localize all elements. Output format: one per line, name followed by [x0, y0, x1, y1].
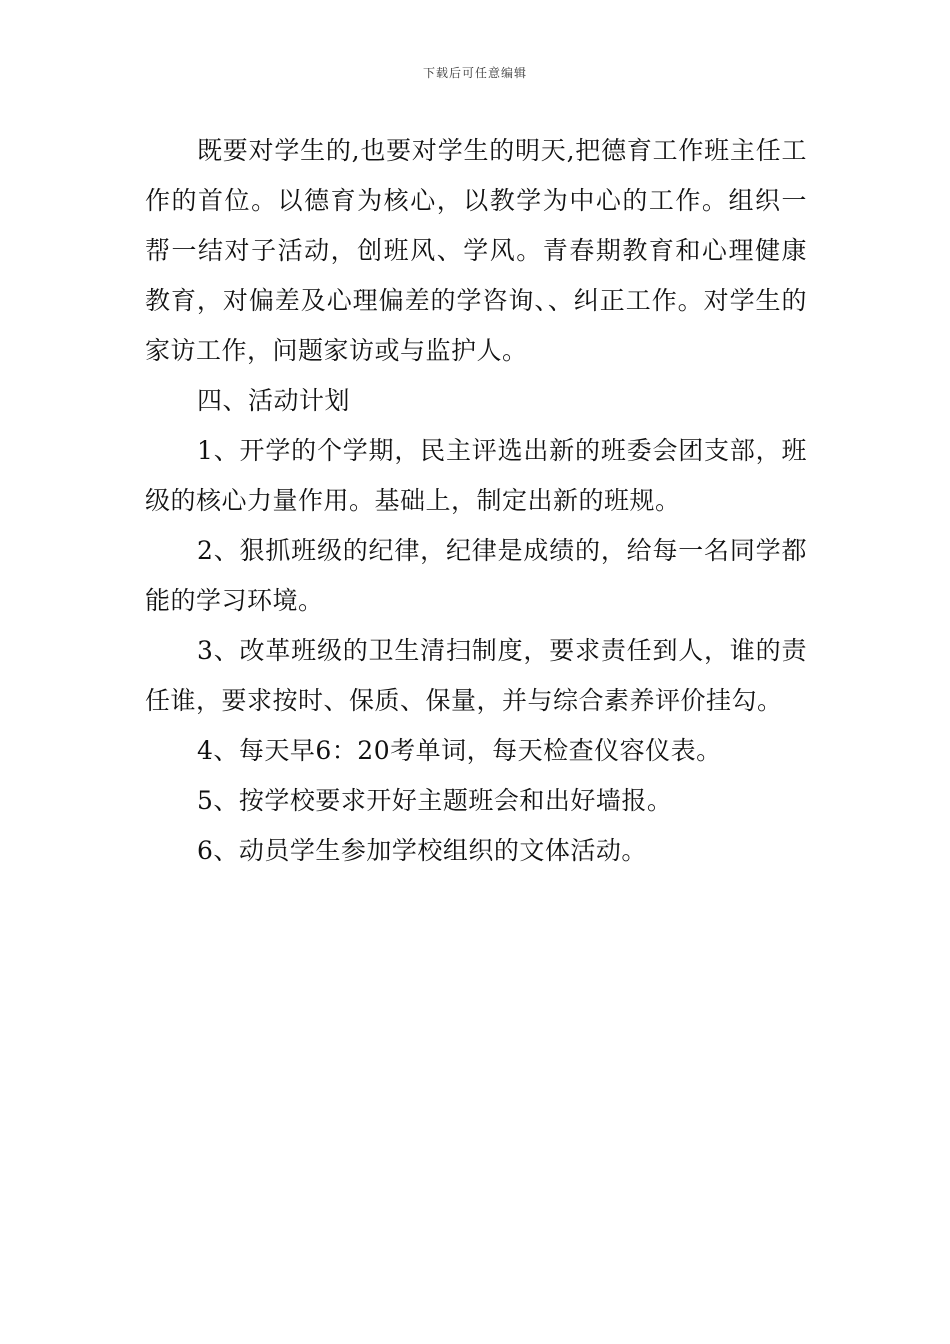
section-heading-activity-plan: 四、活动计划 — [197, 386, 351, 415]
plan-item-5: 5、按学校要求开好主题班会和出好墙报。 — [197, 786, 673, 815]
plan-item-2: 2、狠抓班级的纪律，纪律是成绩的，给每一名同学都能的学习环境。 — [145, 536, 807, 615]
paragraph-moral-education: 既要对学生的,也要对学生的明天,把德育工作班主任工作的首位。以德育为核心，以教学为中心的工作。组织一帮一结对子活动，创班风、学风。青春期教育和心理健康教育，对偏差及心理偏差的学咨询、、纠正工作。对学生的家访工作，问题家访或与监护人。 — [145, 136, 807, 365]
plan-item-6: 6、动员学生参加学校组织的文体活动。 — [197, 836, 647, 865]
plan-item-3: 3、改革班级的卫生清扫制度，要求责任到人，谁的责任谁，要求按时、保质、保量，并与综合素养评价挂勾。 — [145, 636, 807, 715]
page-header: 下载后可任意编辑 — [422, 66, 527, 80]
plan-item-4: 4、每天早6：20考单词，每天检查仪容仪表。 — [197, 736, 722, 765]
plan-item-1: 1、开学的个学期，民主评选出新的班委会团支部，班级的核心力量作用。基础上，制定出新的班规。 — [145, 436, 807, 515]
document-body — [145, 126, 807, 876]
